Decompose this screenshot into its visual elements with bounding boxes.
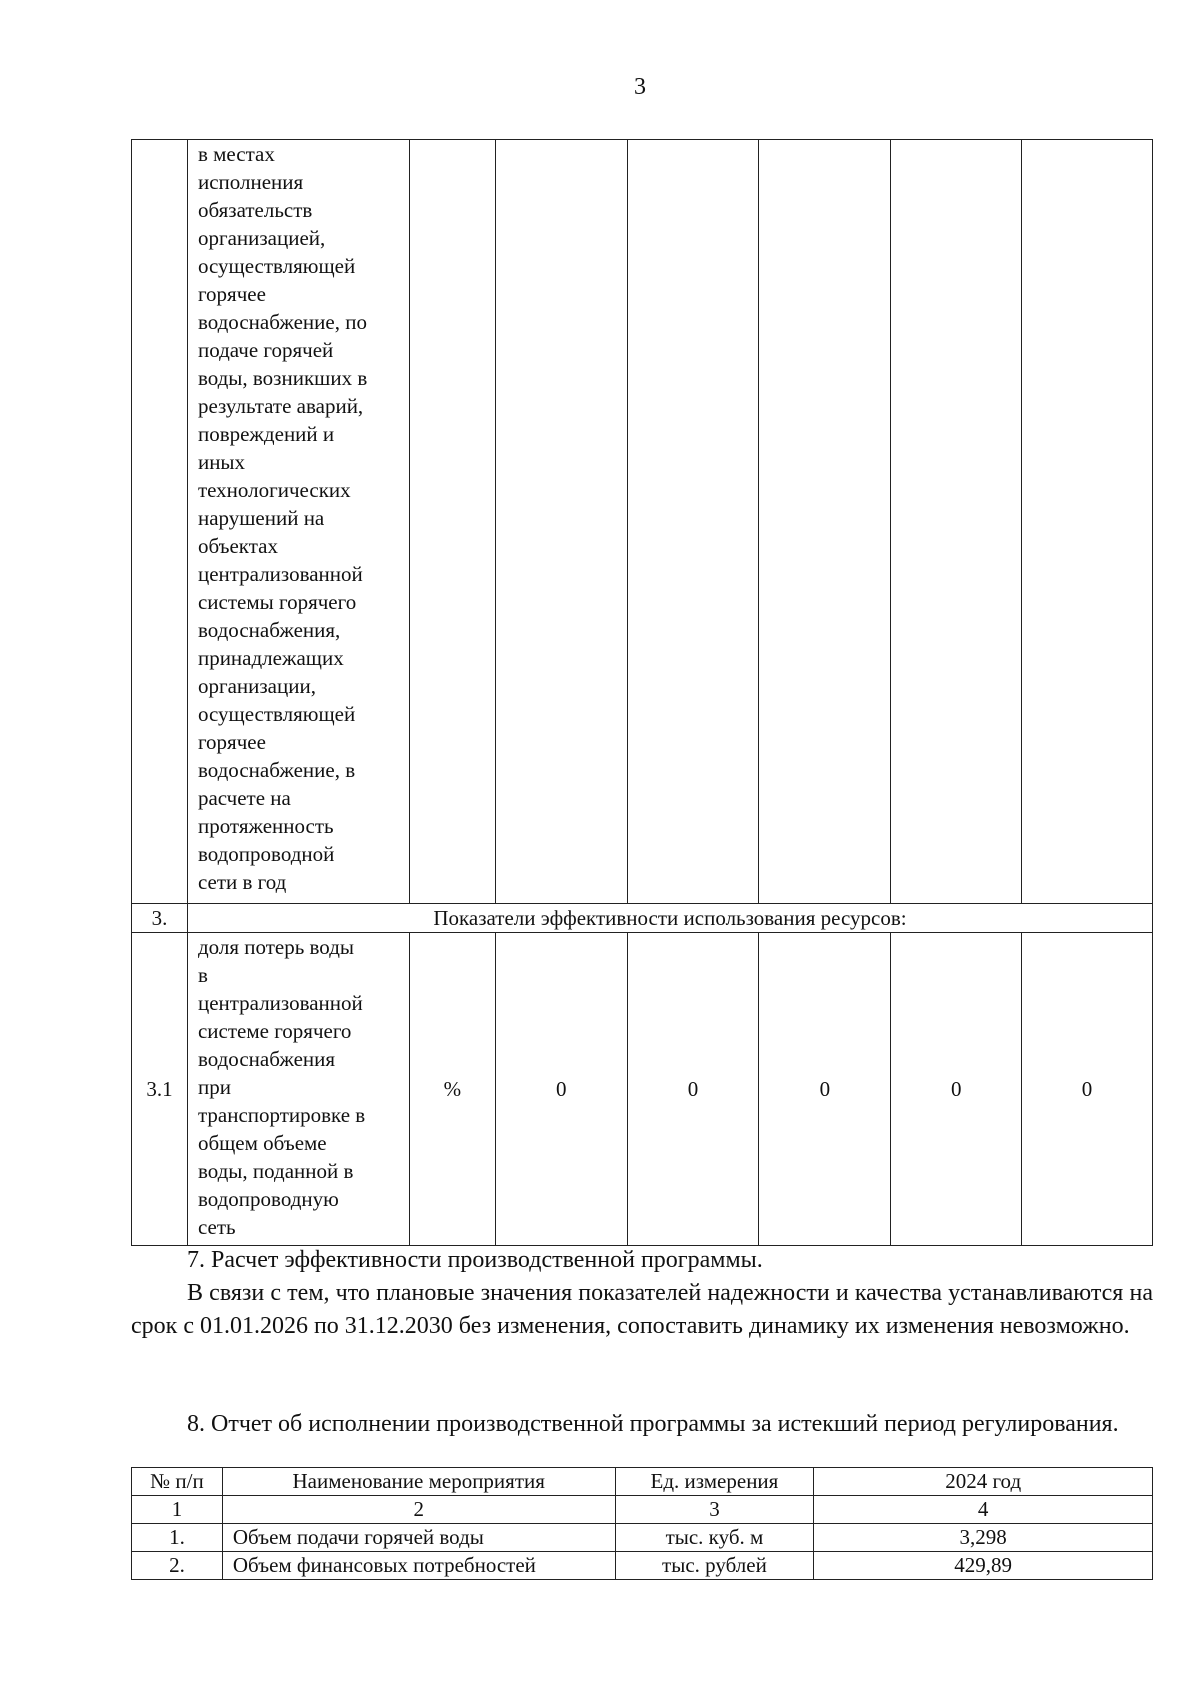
unit-cell: тыс. рублей	[615, 1552, 814, 1580]
value-cell	[759, 140, 891, 904]
index-cell: 2	[222, 1496, 615, 1524]
indicator-name-line: организации,	[197, 674, 316, 698]
indicator-name-line: осуществляющей	[197, 254, 356, 278]
table-row	[132, 140, 1153, 904]
indicator-name-line: объектах	[197, 534, 278, 558]
indicator-name-line: технологических	[197, 478, 351, 502]
indicator-name-line: повреждений и	[197, 422, 335, 446]
indicator-name-line: результате аварий,	[197, 394, 364, 418]
indicator-name-line: системы горячего	[197, 590, 357, 614]
header-cell: 2024 год	[814, 1468, 1153, 1496]
row-number: 2.	[132, 1552, 223, 1580]
value-cell: 0	[495, 933, 627, 1246]
value-cell	[627, 140, 759, 904]
indicator-name-line: водоснабжение, по	[197, 310, 367, 334]
indicators-table	[131, 139, 1153, 1246]
indicator-name-line: организацией,	[197, 226, 326, 250]
section-title: Показатели эффективности использования ресурсов:	[187, 904, 1152, 933]
indicator-name-line: централизованной	[197, 562, 363, 586]
header-cell: № п/п	[132, 1468, 223, 1496]
indicator-name-line: горячее	[197, 282, 266, 306]
activity-name: Объем финансовых потребностей	[222, 1552, 615, 1580]
unit-cell: %	[409, 933, 495, 1246]
activity-name: Объем подачи горячей воды	[222, 1524, 615, 1552]
indicator-name-line: доля потерь воды	[197, 935, 354, 959]
indicator-name-line: водопроводной	[197, 842, 335, 866]
value-cell	[891, 140, 1022, 904]
indicator-name-line: сеть	[197, 1215, 236, 1239]
unit-cell: тыс. куб. м	[615, 1524, 814, 1552]
indicator-name-line: подаче горячей	[197, 338, 334, 362]
section-number: 3.	[132, 904, 188, 933]
indicator-name	[187, 140, 409, 904]
indicator-name-line: водопроводную	[197, 1187, 339, 1211]
section-row	[132, 904, 1153, 933]
table-row	[132, 933, 1153, 1246]
report-table	[131, 1467, 1153, 1580]
indicator-name-line: транспортировке в	[197, 1103, 366, 1127]
value-cell: 3,298	[814, 1524, 1153, 1552]
indicator-name	[187, 933, 409, 1246]
indicator-name-line: воды, возникших в	[197, 366, 368, 390]
section7-heading: 7. Расчет эффективности производственной программы.	[187, 1247, 763, 1273]
indicator-name-line: централизованной	[197, 991, 363, 1015]
value-cell	[1022, 140, 1153, 904]
value-cell: 0	[891, 933, 1022, 1246]
indicator-name-line: общем объеме	[197, 1131, 327, 1155]
indicator-name-line: при	[197, 1075, 231, 1099]
index-cell: 4	[814, 1496, 1153, 1524]
indicator-name-line: исполнения	[197, 170, 304, 194]
indicator-name-line: расчете на	[197, 786, 291, 810]
table-header-row	[132, 1468, 1153, 1496]
indicator-name-line: в	[197, 963, 208, 987]
table-row	[132, 1524, 1153, 1552]
indicator-name-line: нарушений на	[197, 506, 325, 530]
header-cell: Наименование мероприятия	[222, 1468, 615, 1496]
table-index-row	[132, 1496, 1153, 1524]
indicator-name-line: обязательств	[197, 198, 313, 222]
indicator-name-line: в местах	[197, 142, 275, 166]
value-cell: 0	[627, 933, 759, 1246]
index-cell: 1	[132, 1496, 223, 1524]
indicator-name-line: водоснабжения	[197, 1047, 336, 1071]
indicator-name-line: водоснабжения,	[197, 618, 341, 642]
header-cell: Ед. измерения	[615, 1468, 814, 1496]
section8-heading: 8. Отчет об исполнении производственной программы за истекший период регулирования.	[187, 1411, 1119, 1437]
index-cell: 3	[615, 1496, 814, 1524]
row-number: 1.	[132, 1524, 223, 1552]
indicator-name-line: воды, поданной в	[197, 1159, 354, 1183]
indicator-name-line: протяженность	[197, 814, 334, 838]
row-number: 3.1	[132, 933, 188, 1246]
value-cell	[495, 140, 627, 904]
table-row	[132, 1552, 1153, 1580]
indicator-name-line: осуществляющей	[197, 702, 356, 726]
value-cell: 429,89	[814, 1552, 1153, 1580]
page-number: 3	[634, 74, 646, 100]
indicator-name-line: сети в год	[197, 870, 287, 894]
unit-cell	[409, 140, 495, 904]
section7-text: В связи с тем, что плановые значения показателей надежности и качества устанавливаются на срок с 01.01.2026 по 31.12.2030 без изменения, сопоставить динамику их изменения невозможно.	[131, 1280, 1153, 1339]
row-number	[132, 140, 188, 904]
indicator-name-line: принадлежащих	[197, 646, 344, 670]
value-cell: 0	[1022, 933, 1153, 1246]
indicator-name-line: горячее	[197, 730, 266, 754]
value-cell: 0	[759, 933, 891, 1246]
indicator-name-line: водоснабжение, в	[197, 758, 356, 782]
indicator-name-line: иных	[197, 450, 246, 474]
indicator-name-line: системе горячего	[197, 1019, 352, 1043]
